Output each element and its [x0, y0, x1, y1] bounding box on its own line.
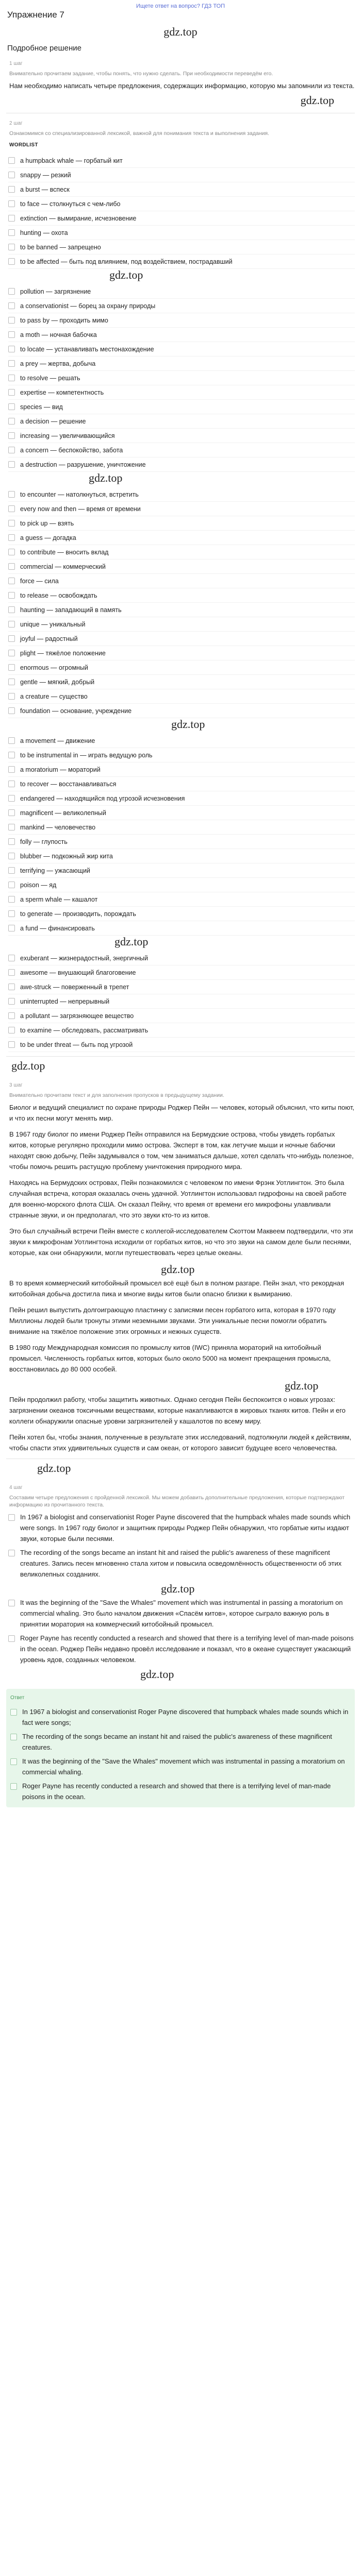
checkbox-icon [8, 910, 15, 917]
checkbox-icon [8, 606, 15, 613]
checkbox-icon [8, 200, 15, 207]
checkbox-icon [8, 302, 15, 309]
answer-text: In 1967 a biologist and conservationist Roger Payne discovered that humpback whales made sounds which in fact were songs; [22, 1708, 349, 1726]
word-text: exuberant — жизнерадостный, энергичный [20, 954, 149, 962]
watermark-row [6, 1263, 355, 1278]
checkbox-icon [8, 520, 15, 527]
article-text [6, 1102, 355, 1453]
checkbox-icon [8, 258, 15, 265]
word-item [8, 675, 355, 689]
checkbox-icon [8, 1550, 15, 1556]
word-text: a movement — движение [20, 737, 95, 744]
paragraph: В 1967 году биолог по имени Роджер Пейн отправился на Бермудские острова, чтобы увидеть горбатых китов, которые регулярно проходили мимо острова. Эксперт в том, как летучие мыши и ночные бабочки находят свою добычу, Пейн задумывался о том, чем заниматься дальше, хотел сделать что-нибудь полезное, чтобы помочь решить растущую проблему уничтожения природного мира. [9, 1130, 354, 1171]
word-text: to be under threat — быть под угрозой [20, 1041, 133, 1048]
checkbox-icon [8, 375, 15, 381]
word-text: a fund — финансировать [20, 924, 95, 932]
word-text: a moratorium — мораторий [20, 766, 101, 773]
watermark: gdz.top [109, 268, 143, 281]
checkbox-icon [8, 360, 15, 367]
checkbox-icon [8, 1514, 15, 1521]
watermark: gdz.top [171, 718, 205, 731]
checkbox-icon [10, 1758, 17, 1765]
word-item [8, 414, 355, 429]
checkbox-icon [8, 766, 15, 773]
word-text: a sperm whale — кашалот [20, 895, 98, 903]
checkbox-icon [8, 432, 15, 439]
checkbox-icon [8, 229, 15, 236]
word-item [8, 863, 355, 878]
word-item [8, 284, 355, 299]
checkbox-icon [8, 693, 15, 700]
word-text: to be banned — запрещено [20, 243, 101, 251]
checkbox-icon [8, 621, 15, 628]
word-text: a moth — ночная бабочка [20, 331, 97, 338]
word-text: enormous — огромный [20, 664, 88, 671]
checkbox-icon [8, 549, 15, 555]
watermark-row [6, 1380, 355, 1394]
word-text: to encounter — натолкнуться, встретить [20, 490, 139, 498]
word-text: to be affected — быть под влиянием, под воздействием, пострадавший [20, 258, 233, 265]
word-text: a guess — догадка [20, 534, 76, 541]
word-text: endangered — находящийся под угрозой исчезновения [20, 794, 185, 802]
answer-label: Ответ [10, 1695, 25, 1701]
word-item [8, 689, 355, 704]
word-item [8, 457, 355, 472]
word-text: to be instrumental in — играть ведущую роль [20, 751, 153, 759]
word-text: a pollutant — загрязняющее вещество [20, 1012, 134, 1020]
checkbox-icon [8, 650, 15, 656]
checkbox-icon [10, 1734, 17, 1740]
word-text: a conservationist — борец за охрану природы [20, 302, 156, 310]
word-item [8, 835, 355, 849]
paragraph: Биолог и ведущий специалист по охране природы Роджер Пейн — человек, который объяснил, что киты поют, и что их песни могут менять мир. [9, 1104, 354, 1122]
word-item [8, 357, 355, 371]
answer-box [6, 1689, 355, 1807]
word-text: plight — тяжёлое положение [20, 649, 106, 657]
word-item [8, 574, 355, 588]
word-text: to examine — обследовать, рассматривать [20, 1026, 149, 1034]
word-text: unique — уникальный [20, 620, 86, 628]
word-item [8, 226, 355, 240]
word-item [8, 443, 355, 457]
watermark-row [6, 1462, 355, 1478]
word-text: to recover — восстанавливаться [20, 780, 117, 788]
checkbox-icon [8, 635, 15, 642]
checkbox-icon [8, 317, 15, 324]
checkbox-icon [8, 853, 15, 859]
word-text: poison — яд [20, 881, 57, 889]
word-item [8, 400, 355, 414]
checkbox-icon [8, 534, 15, 541]
word-item [8, 777, 355, 791]
word-item [8, 255, 355, 269]
watermark-row [6, 1060, 355, 1075]
checkbox-icon [8, 172, 15, 178]
step-instruction: Внимательно прочитаем задание, чтобы понять, что нужно сделать. При необходимости переведём его. [9, 71, 273, 77]
watermark-row [6, 472, 355, 487]
word-item [8, 951, 355, 965]
word-text: haunting — западающий в память [20, 606, 122, 614]
word-item [8, 849, 355, 863]
watermark: gdz.top [114, 935, 149, 948]
word-item [8, 965, 355, 980]
checkbox-icon [8, 809, 15, 816]
word-text: awe-struck — поверженный в трепет [20, 983, 129, 991]
word-item [8, 313, 355, 328]
checkbox-icon [8, 795, 15, 802]
checkbox-icon [8, 505, 15, 512]
word-item [8, 632, 355, 646]
checkbox-icon [8, 867, 15, 874]
word-text: mankind — человечество [20, 823, 96, 831]
word-item [8, 617, 355, 632]
checkbox-icon [8, 984, 15, 990]
word-text: hunting — охота [20, 229, 68, 236]
word-text: to release — освобождать [20, 591, 97, 599]
step-label: 4 шаг [9, 1485, 23, 1490]
word-item [8, 560, 355, 574]
paragraph: Находясь на Бермудских островах, Пейн познакомился с человеком по имени Фрэнк Уотлингтон. Это была случайная встреча, которая оказалась очень удачной. Уотлингтон использовал гидрофоны на своей работе для военно-морского флота США. Он сказал Пейну, что время от времени его микрофоны улавливали странные звуки, и он предполагал, что это звуки кто-то из китов. [9, 1179, 347, 1219]
watermark: gdz.top [161, 1263, 195, 1276]
word-item [8, 182, 355, 197]
checkbox-icon [8, 592, 15, 599]
checkbox-icon [8, 346, 15, 352]
word-item [8, 429, 355, 443]
word-text: snappy — резкий [20, 171, 71, 179]
checkbox-icon [8, 1600, 15, 1606]
watermark: gdz.top [161, 1582, 195, 1595]
word-item [8, 385, 355, 400]
word-item [8, 907, 355, 921]
step-text: Нам необходимо написать четыре предложения, содержащих информацию, которую мы запомнили из текста. [9, 82, 355, 90]
watermark: gdz.top [285, 1379, 319, 1392]
answer-item [10, 1781, 351, 1802]
word-text: pollution — загрязнение [20, 287, 91, 295]
watermark: gdz.top [11, 1059, 45, 1072]
word-text: a decision — решение [20, 417, 86, 425]
checkbox-icon [8, 447, 15, 453]
checkbox-icon [8, 955, 15, 961]
word-item [8, 197, 355, 211]
word-text: a concern — беспокойство, забота [20, 446, 123, 454]
word-text: terrifying — ужасающий [20, 867, 90, 874]
sentence-item [8, 1633, 355, 1665]
checkbox-icon [8, 1012, 15, 1019]
word-text: a humpback whale — горбатый кит [20, 157, 123, 164]
answer-item [10, 1731, 351, 1753]
sentence-text: It was the beginning of the "Save the Whales" movement which was instrumental in passing a moratorium on commercial whaling. Это было началом движения «Спасём китов», которое сыграло важную роль в принятии моратория на коммерческий китобойный промысел. [20, 1599, 343, 1628]
watermark: gdz.top [140, 1668, 174, 1681]
word-text: blubber — подкожный жир кита [20, 852, 113, 860]
word-item [8, 980, 355, 994]
divider [6, 1056, 355, 1057]
checkbox-icon [8, 664, 15, 671]
checkbox-icon [8, 896, 15, 903]
checkbox-icon [8, 882, 15, 888]
answer-text: It was the beginning of the "Save the Whales" movement which was instrumental in passing a moratorium on commercial whaling. [22, 1757, 345, 1776]
checkbox-icon [8, 157, 15, 164]
checkbox-icon [8, 737, 15, 744]
word-text: species — вид [20, 403, 63, 411]
checkbox-icon [8, 925, 15, 931]
word-item [8, 545, 355, 560]
word-item [8, 646, 355, 660]
top-ad-link[interactable]: Ищете ответ на вопрос? ГДЗ ТОП [136, 3, 225, 9]
paragraph: Пейн хотел бы, чтобы знания, полученные в результате этих исследований, подтолкнули людей к действиям, чтобы спасти этих удивительных существ и сам океан, от которого зависит будущее всего человечества. [9, 1433, 352, 1452]
checkbox-icon [10, 1783, 17, 1790]
step-label: 2 шаг [9, 121, 23, 126]
word-item [8, 994, 355, 1009]
paragraph: В 1980 году Международная комиссия по промыслу китов (IWC) приняла мораторий на китобойный промысел. Численность горбатых китов, которых было около 5000 на момент прекращения промысла, восстановилась до 80 000 особей. [9, 1344, 331, 1373]
word-item [8, 240, 355, 255]
paragraph: Пейн продолжил работу, чтобы защитить животных. Однако сегодня Пейн беспокоится о новых угрозах: загрязнении океанов токсичными веществами, которые накапливаются в жировых тканях китов. Пейн и его коллеги обнаружили опасные уровни загрязнителей у кашалотов по всему миру. [9, 1396, 346, 1425]
wordlist-heading: WORDLIST [9, 142, 38, 148]
checkbox-icon [8, 1041, 15, 1048]
word-text: magnificent — великолепный [20, 809, 106, 817]
word-item [8, 371, 355, 385]
checkbox-icon [8, 824, 15, 831]
word-item [8, 531, 355, 545]
word-item [8, 487, 355, 502]
checkbox-icon [8, 461, 15, 468]
word-text: foundation — основание, учреждение [20, 707, 132, 715]
section-title: Подробное решение [7, 44, 82, 53]
word-item [8, 1038, 355, 1052]
watermark: gdz.top [37, 1462, 71, 1475]
checkbox-icon [8, 969, 15, 976]
word-item [8, 878, 355, 892]
step-instruction: Ознакомимся со специализированной лексикой, важной для понимания текста и выполнения задания. [9, 130, 270, 137]
watermark: gdz.top [300, 94, 334, 107]
sentence-text: In 1967 a biologist and conservationist Roger Payne discovered that the humpback whales made sounds which were songs. In 1967 году биолог и защитник природы Роджер Пейн обнаружил, что горбатые киты издают звуки, которые были песнями. [20, 1513, 351, 1543]
word-text: a creature — существо [20, 692, 88, 700]
word-text: every now and then — время от времени [20, 505, 141, 513]
word-text: a prey — жертва, добыча [20, 360, 96, 367]
checkbox-icon [8, 752, 15, 758]
word-item [8, 154, 355, 168]
word-text: to pick up — взять [20, 519, 74, 527]
word-item [8, 516, 355, 531]
answer-list [10, 1706, 351, 1802]
sentence-item [8, 1547, 355, 1580]
checkbox-icon [8, 418, 15, 425]
sentence-text: The recording of the songs became an instant hit and raised the public's awareness of these magnificent creatures. Запись песен мгновенно стала хитом и повысила осведомлённость общественности об этих великолепных созданиях. [20, 1549, 342, 1578]
watermark: gdz.top [163, 25, 198, 38]
word-item [8, 1023, 355, 1038]
checkbox-icon [8, 838, 15, 845]
step-label: 1 шаг [9, 61, 23, 66]
word-item [8, 1009, 355, 1023]
answer-text: Roger Payne has recently conducted a research and showed that there is a terrifying level of man-made poisons in the ocean. [22, 1782, 331, 1801]
word-text: to contribute — вносить вклад [20, 548, 109, 556]
word-item [8, 660, 355, 675]
word-item [8, 211, 355, 226]
answer-item [10, 1706, 351, 1728]
page-title: Упражнение 7 [7, 10, 64, 20]
checkbox-icon [10, 1709, 17, 1716]
checkbox-icon [8, 998, 15, 1005]
checkbox-icon [8, 1635, 15, 1642]
word-item [8, 806, 355, 820]
word-text: increasing — увеличивающийся [20, 432, 115, 439]
watermark-row [6, 1583, 355, 1597]
word-item [8, 762, 355, 777]
word-text: expertise — компетентность [20, 388, 104, 396]
step-instruction: Внимательно прочитаем текст и для заполнения пропусков в предыдущему задании. [9, 1092, 224, 1098]
checkbox-icon [8, 491, 15, 498]
paragraph: В то время коммерческий китобойный промысел всё ещё был в полном разгаре. Пейн знал, что рекордная китобойная добыча достигла пика и многие виды китов были опасно близки к вымиранию. [9, 1279, 344, 1298]
word-item [8, 603, 355, 617]
word-text: extinction — вымирание, исчезновение [20, 214, 137, 222]
checkbox-icon [8, 563, 15, 570]
word-text: to resolve — решать [20, 374, 80, 382]
checkbox-icon [8, 679, 15, 685]
checkbox-icon [8, 215, 15, 222]
word-text: commercial — коммерческий [20, 563, 106, 570]
watermark-row [6, 269, 355, 284]
answer-item [10, 1756, 351, 1777]
wordlist [6, 154, 355, 1052]
checkbox-icon [8, 331, 15, 338]
word-item [8, 704, 355, 718]
checkbox-icon [8, 781, 15, 787]
word-item [8, 328, 355, 342]
word-text: awesome — внушающий благоговение [20, 969, 136, 976]
watermark-row [6, 718, 355, 734]
word-item [8, 502, 355, 516]
word-text: a destruction — разрушение, уничтожение [20, 461, 146, 468]
word-text: folly — глупость [20, 838, 68, 845]
word-text: gentle — мягкий, добрый [20, 678, 95, 686]
word-item [8, 820, 355, 835]
word-text: to generate — производить, порождать [20, 910, 136, 918]
word-text: joyful — радостный [20, 635, 78, 642]
checkbox-icon [8, 186, 15, 193]
paragraph: Пейн решил выпустить долгоиграющую пластинку с записями песен горбатого кита, которая в 1970 году Миллионы людей были тронуты этими неземными звуками. Эти уникальные песни помогли обратить внимание на тяжёлое положение этих огромных и нежных существ. [9, 1306, 336, 1335]
checkbox-icon [8, 707, 15, 714]
paragraph: Это был случайный встречи Пейн вместе с коллегой-исследователем Скоттом Маквеем подтвердили, что эти звуки к микрофонам Уотлингтона исходили от горбатых китов, но что это звуки на самом деле были песнями, которые, как они обнаружили, могли путешествовать через целые океаны. [9, 1227, 353, 1257]
word-text: a burst — вспеск [20, 185, 70, 193]
watermark: gdz.top [89, 471, 123, 484]
word-item [8, 892, 355, 907]
checkbox-icon [8, 1027, 15, 1033]
checkbox-icon [8, 578, 15, 584]
sentence-text: Roger Payne has recently conducted a research and showed that there is a terrifying level of man-made poisons in the ocean. Роджер Пейн недавно провёл исследование и показал, что в океане существует ужасающий уровень ядов, созданных человеком. [20, 1634, 354, 1664]
sentence-item [8, 1597, 355, 1630]
watermark-row [6, 1668, 355, 1684]
word-text: uninterrupted — непрерывный [20, 997, 110, 1005]
step-instruction: Составим четыре предложения с пройденной лексикой. Мы можем добавить дополнительные предложения, которые подтверждают информацию из прочитанного текста. [9, 1495, 345, 1508]
watermark-row [6, 95, 355, 109]
word-item [8, 588, 355, 603]
watermark-row [6, 936, 355, 951]
word-item [8, 921, 355, 936]
checkbox-icon [8, 403, 15, 410]
checkbox-icon [8, 389, 15, 396]
answer-text: The recording of the songs became an instant hit and raised the public's awareness of these magnificent creatures. [22, 1733, 332, 1751]
word-item [8, 791, 355, 806]
sentence-list [6, 1512, 355, 1665]
checkbox-icon [8, 244, 15, 250]
word-text: to pass by — проходить мимо [20, 316, 108, 324]
step-label: 3 шаг [9, 1082, 23, 1088]
word-item [8, 168, 355, 182]
word-text: to locate — устанавливать местонахождение [20, 345, 154, 353]
word-item [8, 748, 355, 762]
word-item [8, 342, 355, 357]
checkbox-icon [8, 288, 15, 295]
word-item [8, 299, 355, 313]
word-item [8, 734, 355, 748]
word-text: force — сила [20, 577, 59, 585]
sentence-item [8, 1512, 355, 1544]
word-text: to face — столкнуться с чем-либо [20, 200, 121, 208]
